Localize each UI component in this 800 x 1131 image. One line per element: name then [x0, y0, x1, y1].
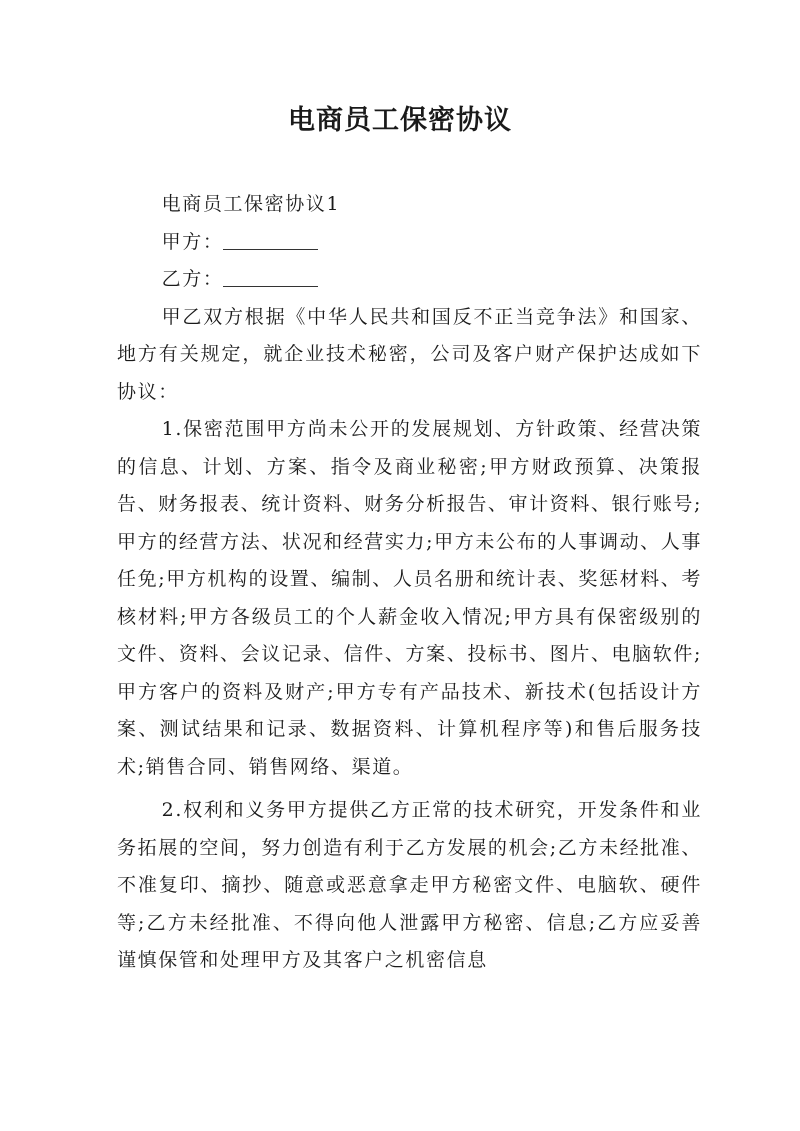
- intro-paragraph: 甲乙双方根据《中华人民共和国反不正当竞争法》和国家、地方有关规定，就企业技术秘密，公司及客户财产保护达成如下协议：: [117, 305, 702, 403]
- party-a-blank: [223, 231, 318, 250]
- clause-1-paragraph: 1.保密范围甲方尚未公开的发展规划、方针政策、经营决策的信息、计划、方案、指令及商业秘密;甲方财政预算、决策报告、财务报表、统计资料、财务分析报告、审计资料、银行账号;甲方的经营方法、状况和经营实力;甲方未公布的人事调动、人事任免;甲方机构的设置、编制、人员名册和统计表、奖惩材料、考核材料;甲方各级员工的个人薪金收入情况;甲方具有保密级别的文件、资料、会议记录、信件、方案、投标书、图片、电脑软件;甲方客户的资料及财产;甲方专有产品技术、新技术(包括设计方案、测试结果和记录、数据资料、计算机程序等)和售后服务技术;销售合同、销售网络、渠道。: [117, 418, 702, 778]
- clause-2-paragraph: 2.权利和义务甲方提供乙方正常的技术研究，开发条件和业务拓展的空间，努力创造有利于乙方发展的机会;乙方未经批准、不准复印、摘抄、随意或恶意拿走甲方秘密文件、电脑软、硬件等;乙方未经批准、不得向他人泄露甲方秘密、信息;乙方应妥善谨慎保管和处理甲方及其客户之机密信息: [117, 799, 702, 971]
- document-body: [117, 186, 702, 980]
- document-title: 电商员工保密协议: [288, 105, 512, 136]
- party-b-line: [117, 261, 702, 299]
- party-b-blank: [223, 268, 318, 287]
- document-subtitle: 电商员工保密协议1: [161, 193, 341, 215]
- party-a-line: [117, 224, 702, 262]
- party-b-label: 乙方：: [161, 268, 224, 290]
- party-a-label: 甲方：: [161, 230, 224, 253]
